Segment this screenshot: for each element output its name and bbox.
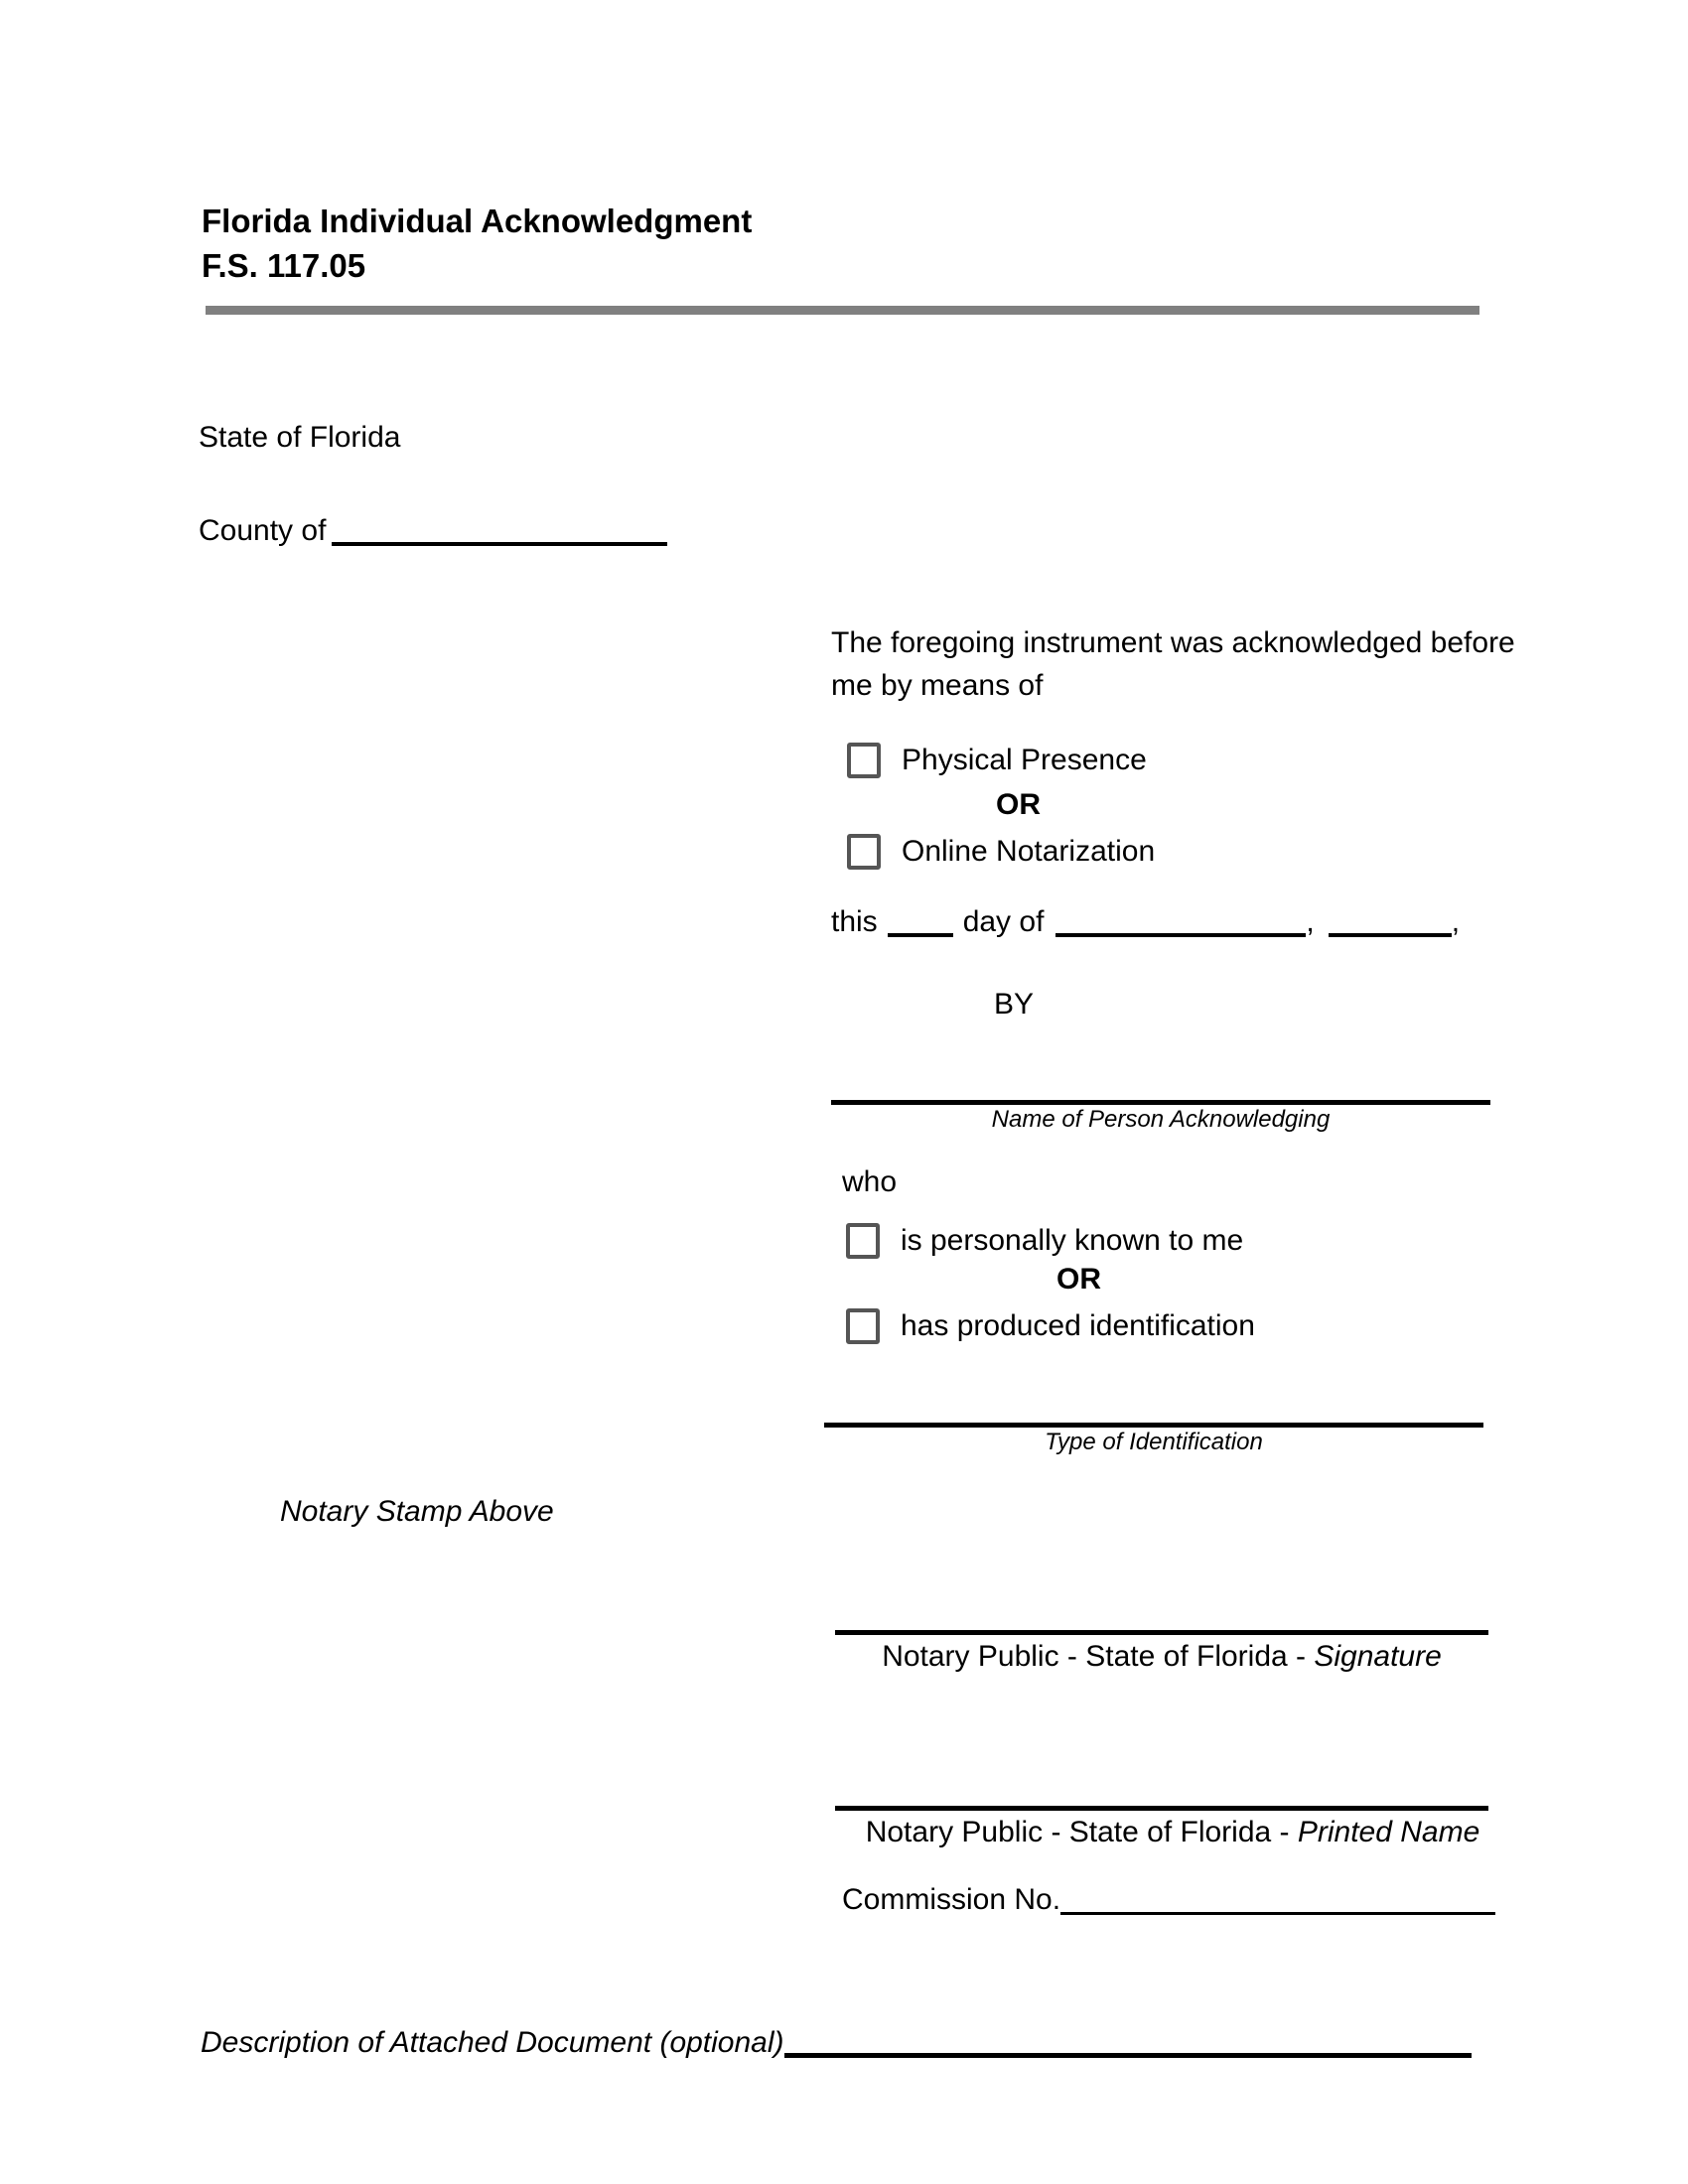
county-row — [199, 512, 667, 548]
date-comma-1: , — [1306, 905, 1315, 938]
document-title — [202, 199, 752, 288]
county-label: County of — [199, 514, 327, 547]
commission-number-blank-field[interactable] — [1060, 1882, 1495, 1915]
type-of-identification-line-field[interactable] — [824, 1375, 1483, 1428]
description-row — [201, 2023, 1472, 2060]
online-notarization-label: Online Notarization — [902, 835, 1156, 868]
produced-identification-label: has produced identification — [901, 1309, 1255, 1342]
by-label: BY — [994, 988, 1035, 1021]
or-separator-1: OR — [996, 788, 1041, 821]
online-notarization-row — [847, 834, 1155, 870]
description-label: Description of Attached Document (optional) — [201, 2026, 784, 2059]
produced-identification-row — [846, 1308, 1255, 1344]
notary-signature-caption — [835, 1640, 1488, 1674]
physical-presence-label: Physical Presence — [902, 744, 1147, 776]
notary-printed-name-caption-text: Notary Public - State of Florida - — [865, 1816, 1290, 1848]
commission-label: Commission No. — [842, 1883, 1061, 1916]
date-month-blank-field[interactable] — [1055, 903, 1306, 937]
notary-stamp-label: Notary Stamp Above — [280, 1495, 554, 1528]
notary-signature-line-field[interactable] — [835, 1582, 1488, 1635]
physical-presence-checkbox[interactable] — [847, 743, 881, 778]
county-blank-field[interactable] — [332, 512, 667, 546]
notary-signature-caption-italic: Signature — [1314, 1640, 1442, 1673]
document-title-line2: F.S. 117.05 — [202, 247, 366, 284]
personally-known-checkbox[interactable] — [846, 1223, 880, 1259]
notary-signature-caption-text: Notary Public - State of Florida - — [882, 1640, 1307, 1673]
who-label: who — [842, 1165, 898, 1198]
date-row — [831, 903, 1460, 939]
personally-known-label: is personally known to me — [901, 1224, 1244, 1257]
commission-row — [842, 1882, 1495, 1917]
notary-printed-name-line-field[interactable] — [835, 1758, 1488, 1811]
produced-identification-checkbox[interactable] — [846, 1308, 880, 1344]
state-label: State of Florida — [199, 421, 401, 454]
online-notarization-checkbox[interactable] — [847, 834, 881, 870]
personally-known-row — [846, 1223, 1243, 1259]
date-comma-2: , — [1451, 905, 1461, 938]
or-separator-2: OR — [1056, 1263, 1101, 1296]
notary-printed-name-caption — [835, 1816, 1510, 1849]
date-year-blank-field[interactable] — [1329, 903, 1452, 937]
type-of-identification-caption: Type of Identification — [1045, 1429, 1263, 1455]
name-of-person-line-field[interactable] — [831, 1052, 1490, 1105]
date-this-label: this — [831, 905, 878, 938]
acknowledgment-intro: The foregoing instrument was acknowledged before me by means of — [831, 626, 1515, 702]
physical-presence-row — [847, 743, 1147, 778]
name-of-person-caption: Name of Person Acknowledging — [991, 1106, 1331, 1133]
description-blank-field[interactable] — [784, 2023, 1472, 2058]
header-divider — [206, 306, 1479, 315]
document-title-line1: Florida Individual Acknowledgment — [202, 203, 753, 239]
notary-printed-name-caption-italic: Printed Name — [1297, 1816, 1480, 1848]
date-day-blank-field[interactable] — [888, 903, 953, 937]
date-day-of-label: day of — [962, 905, 1045, 938]
